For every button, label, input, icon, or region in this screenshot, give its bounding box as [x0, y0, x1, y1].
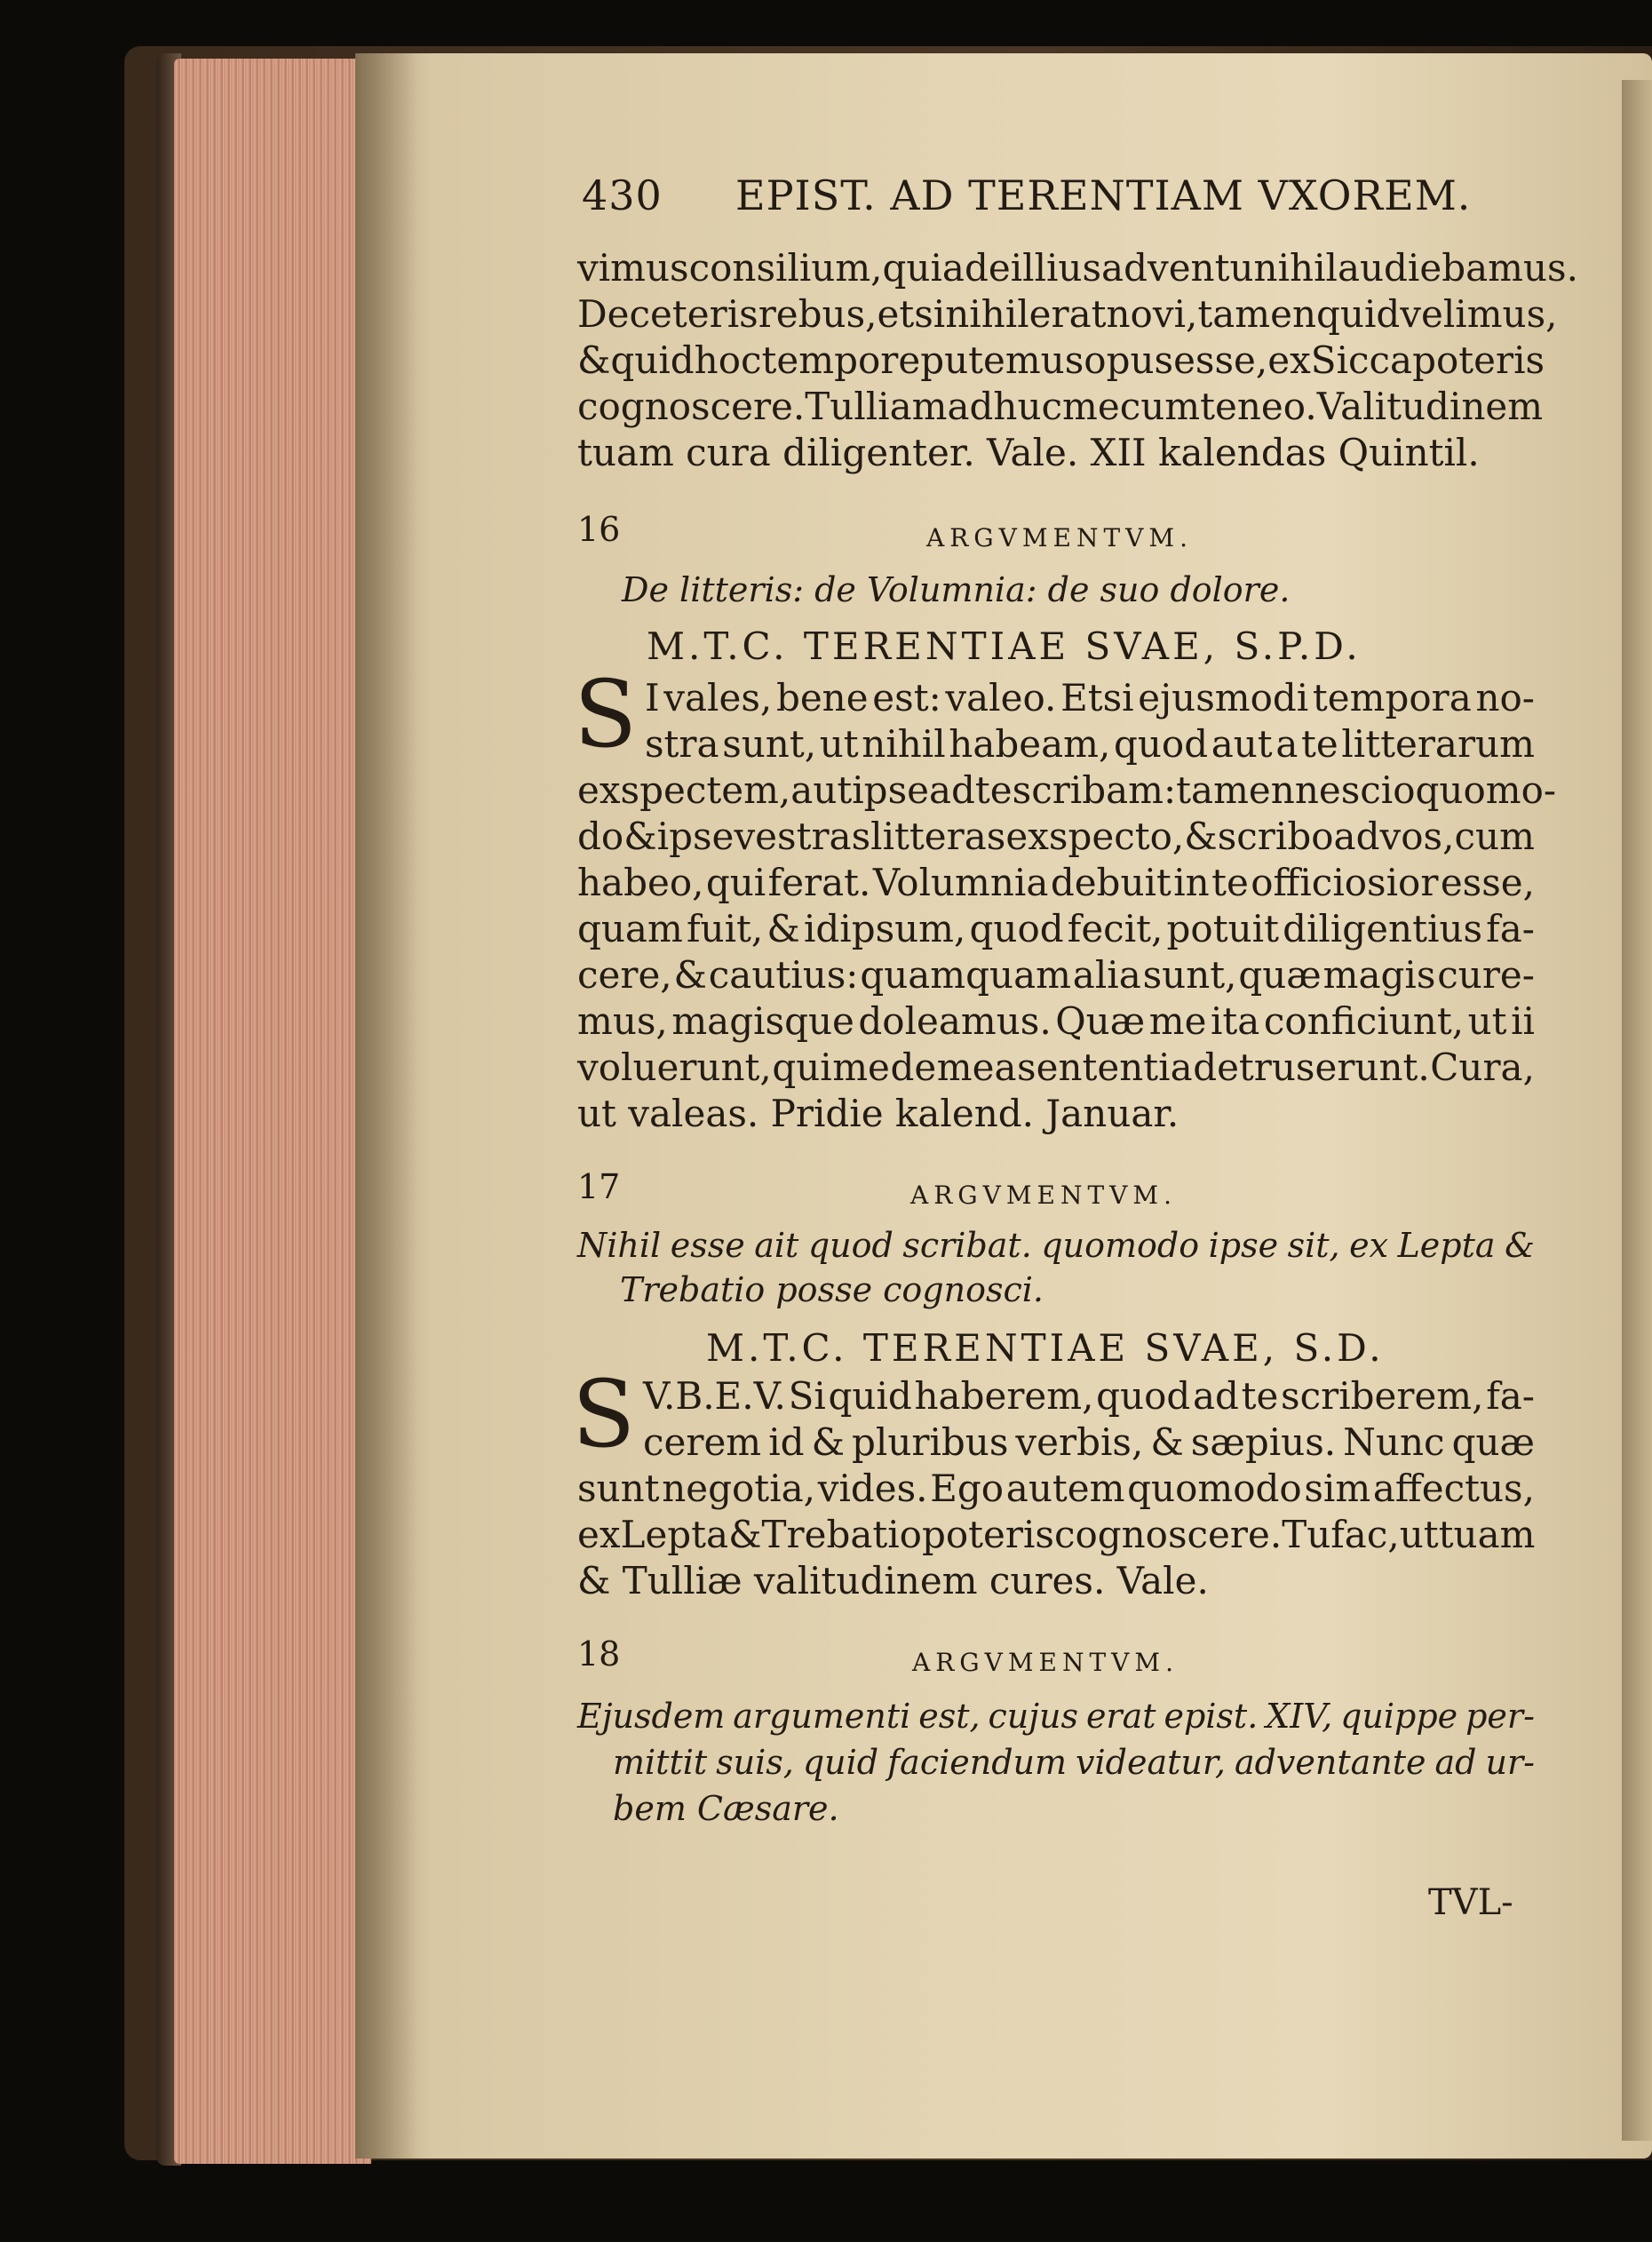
letter-number: 16 — [577, 510, 621, 549]
text-line: cognoscere. Tulliam adhuc mecum teneo. Valitudinem — [577, 385, 1544, 428]
argument-label: ARGVMENTVM. — [926, 523, 1193, 553]
argument-text: Nihil esse ait quod scribat. quomodo ipse sit, ex Lepta & — [577, 1226, 1535, 1265]
text-line: sunt negotia, vides. Ego autem quomodo sim affectus, — [577, 1467, 1535, 1510]
salutation: M.T.C. TERENTIAE SVAE, S.D. — [706, 1326, 1385, 1370]
text-line: V.B.E.V. Si quid haberem, quod ad te scriberem, fa- — [643, 1374, 1535, 1418]
text-line: cere, & cautius: quamquam alia sunt, quæ magis cure- — [577, 953, 1535, 997]
text-line: De ceteris rebus, etsi nihil erat novi, tamen quid velimus, — [577, 292, 1558, 336]
text-line: ut valeas. Pridie kalend. Januar. — [577, 1092, 1179, 1135]
drop-cap: S — [574, 660, 638, 768]
argument-text: Trebatio posse cognosci. — [620, 1270, 1044, 1309]
text-line: quam fuit, & idipsum, quod fecit, potuit diligentius fa- — [577, 907, 1535, 950]
argument-label: ARGVMENTVM. — [912, 1648, 1179, 1677]
letter-number: 17 — [577, 1167, 621, 1206]
text-line: tuam cura diligenter. Vale. XII kalendas Quintil. — [577, 431, 1480, 474]
text-line: & Tulliæ valitudinem cures. Vale. — [577, 1559, 1209, 1602]
text-line: exspectem, aut ipse ad te scribam: tamen nescio quomo- — [577, 768, 1557, 812]
drop-cap: S — [572, 1360, 636, 1468]
argument-text: bem Cæsare. — [613, 1789, 839, 1828]
text-line: stra sunt, ut nihil habeam, quod aut a te litterarum — [645, 722, 1535, 766]
text-line: I vales, bene est: valeo. Etsi ejusmodi tempora no- — [645, 676, 1535, 720]
text-line: vimus consilium, quia de illius adventu nihil audiebamus. — [577, 246, 1578, 290]
text-line: do & ipse vestras litteras exspecto, & scribo ad vos, cum — [577, 815, 1535, 858]
argument-label: ARGVMENTVM. — [910, 1181, 1177, 1210]
text-line: habeo, qui ferat. Volumnia debuit in te officiosior esse, — [577, 861, 1535, 904]
text-line: voluerunt, qui me de mea sententia detruserunt. Cura, — [577, 1045, 1535, 1089]
argument-text: mittit suis, quid faciendum videatur, adventante ad ur- — [613, 1743, 1535, 1782]
page-number: 430 — [582, 171, 663, 219]
text-line: & quid hoc tempore putemus opus esse, ex Sicca poteris — [577, 338, 1545, 382]
running-head: EPIST. AD TERENTIAM VXOREM. — [735, 171, 1472, 219]
salutation: M.T.C. TERENTIAE SVAE, S.P.D. — [647, 624, 1362, 668]
text-line: ex Lepta & Trebatio poteris cognoscere. Tu fac, ut tuam — [577, 1513, 1536, 1556]
catchword: TVL- — [1428, 1882, 1513, 1923]
text-line: cerem id & pluribus verbis, & sæpius. Nunc quæ — [643, 1420, 1535, 1464]
argument-text: De litteris: de Volumnia: de suo dolore. — [622, 570, 1291, 609]
letter-number: 18 — [577, 1634, 621, 1674]
text-line: mus, magisque doleamus. Quæ me ita conficiunt, ut ii — [577, 999, 1535, 1043]
argument-text: Ejusdem argumenti est, cujus erat epist. XIV, quippe per- — [577, 1697, 1535, 1736]
